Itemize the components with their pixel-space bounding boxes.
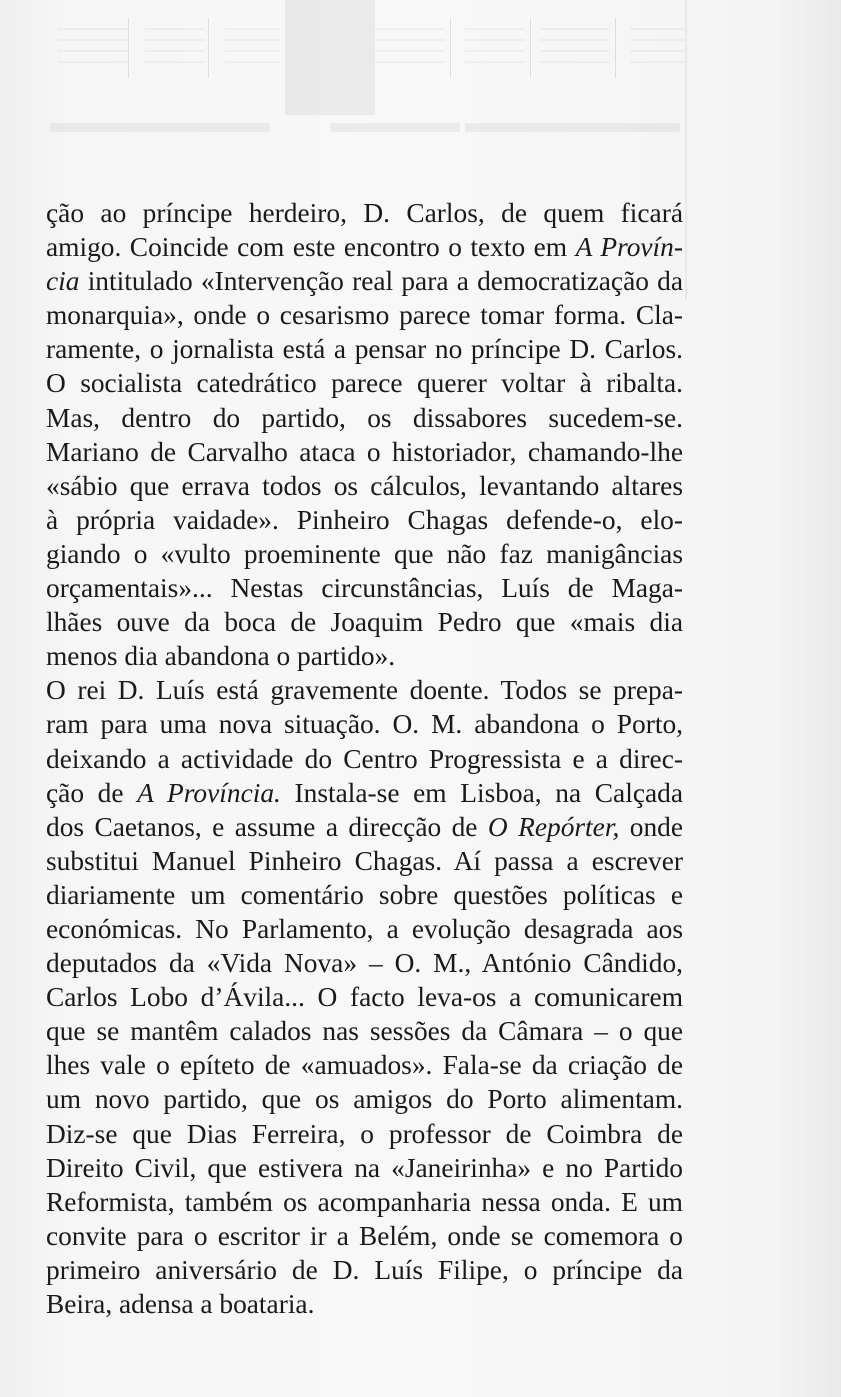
text-line <box>46 264 683 298</box>
text-segment: orçamentais»... Nestas circunstâncias, Luís de Maga- <box>46 573 683 604</box>
text-line <box>46 1117 683 1151</box>
text-segment: Beira, adensa a boataria. <box>46 1289 315 1319</box>
text-segment: deixando a actividade do Centro Progressista e a direc- <box>46 743 683 774</box>
text-line <box>46 912 683 946</box>
text-line <box>46 503 683 537</box>
text-segment: substitui Manuel Pinheiro Chagas. Aí passa a escrever <box>46 845 683 876</box>
text-line <box>46 332 683 366</box>
text-line <box>46 980 683 1014</box>
italic-title: cia <box>46 266 80 297</box>
text-line <box>46 401 683 435</box>
text-segment: menos dia abandona o partido». <box>46 641 396 672</box>
text-segment: diariamente um comentário sobre questões políticas e <box>46 879 683 910</box>
text-line <box>46 298 683 332</box>
text-line <box>46 230 683 264</box>
text-line <box>46 707 683 741</box>
text-segment: amigo. Coincide com este encontro o texto em <box>46 232 576 263</box>
text-line <box>46 1185 683 1219</box>
text-line <box>46 1253 683 1287</box>
text-segment: à própria vaidade». Pinheiro Chagas defende-o, elo- <box>46 504 683 535</box>
text-line <box>46 844 683 878</box>
text-segment: económicas. No Parlamento, a evolução desagrada aos <box>46 913 683 944</box>
text-line <box>46 469 683 503</box>
text-segment: lhes vale o epíteto de «amuados». Fala-se da criação de <box>46 1050 683 1081</box>
italic-title: A Província. <box>137 777 281 808</box>
text-segment: monarquia», onde o cesarismo parece tomar forma. Cla- <box>46 300 683 331</box>
text-line <box>46 1082 683 1116</box>
text-line <box>46 435 683 469</box>
text-segment: que se mantêm calados nas sessões da Câmara – o que <box>46 1016 683 1047</box>
text-segment: um novo partido, que os amigos do Porto alimentam. <box>46 1084 683 1115</box>
text-segment: Diz-se que Dias Ferreira, o professor de Coimbra de <box>46 1118 683 1149</box>
paragraph <box>46 673 683 1321</box>
text-line <box>46 196 683 230</box>
text-line <box>46 1014 683 1048</box>
body-text <box>46 196 683 1321</box>
text-segment: Carlos Lobo d’Ávila... O facto leva-os a comunicarem <box>46 982 683 1013</box>
text-line <box>46 605 683 639</box>
text-line <box>46 537 683 571</box>
text-segment: Mas, dentro do partido, os dissabores sucedem-se. <box>46 402 683 433</box>
text-segment: giando o «vulto proeminente que não faz manigâncias <box>46 538 683 569</box>
text-segment: O rei D. Luís está gravemente doente. Todos se prepa- <box>46 675 683 706</box>
text-segment: primeiro aniversário de D. Luís Filipe, o príncipe da <box>46 1254 683 1285</box>
text-segment: ção ao príncipe herdeiro, D. Carlos, de quem ficará <box>46 198 683 228</box>
text-segment: Reformista, também os acompanharia nessa onda. E um <box>46 1186 683 1217</box>
text-line <box>46 742 683 776</box>
text-segment: dos Caetanos, e assume a direcção de <box>46 811 488 842</box>
text-segment: Mariano de Carvalho ataca o historiador, chamando-lhe <box>46 436 683 467</box>
text-line <box>46 1151 683 1185</box>
text-segment: deputados da «Vida Nova» – O. M., António Cândido, <box>46 948 683 979</box>
text-segment: O socialista catedrático parece querer voltar à ribalta. <box>46 368 683 399</box>
italic-title: A Provín- <box>575 232 683 263</box>
text-segment: onde <box>619 811 683 842</box>
text-line <box>46 946 683 980</box>
paragraph <box>46 196 683 673</box>
text-segment: Direito Civil, que estivera na «Janeirinha» e no Partido <box>46 1152 683 1183</box>
text-line <box>46 1048 683 1082</box>
text-segment: intitulado «Intervenção real para a democratização da <box>79 266 683 297</box>
text-line <box>46 776 683 810</box>
text-line <box>46 1287 683 1321</box>
text-segment: Instala-se em Lisboa, na Calçada <box>280 777 683 808</box>
text-line <box>46 673 683 707</box>
text-line <box>46 1219 683 1253</box>
text-line <box>46 639 683 673</box>
text-segment: ram para uma nova situação. O. M. abandona o Porto, <box>46 709 683 740</box>
text-segment: convite para o escritor ir a Belém, onde se comemora o <box>46 1220 683 1251</box>
text-segment: ção de <box>46 777 138 808</box>
text-segment: ramente, o jornalista está a pensar no príncipe D. Carlos. <box>46 334 683 365</box>
italic-title: O Repórter, <box>487 811 620 842</box>
text-line <box>46 878 683 912</box>
text-line <box>46 810 683 844</box>
text-segment: lhães ouve da boca de Joaquim Pedro que «mais dia <box>46 607 683 638</box>
text-line <box>46 366 683 400</box>
text-segment: «sábio que errava todos os cálculos, levantando altares <box>46 470 683 501</box>
text-line <box>46 571 683 605</box>
